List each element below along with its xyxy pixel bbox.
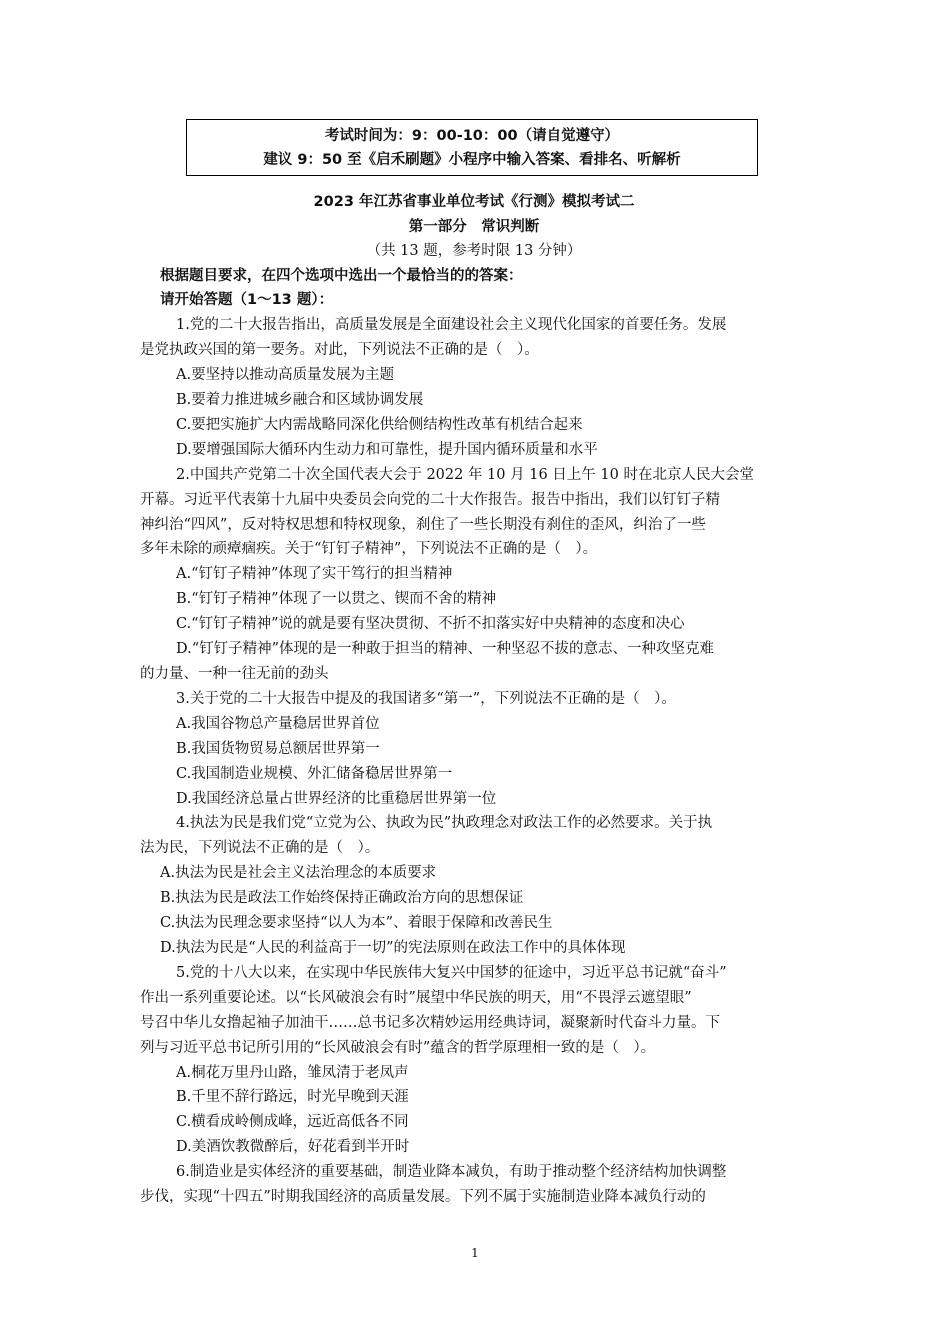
option-a: A.“钉钉子精神”体现了实干笃行的担当精神: [176, 566, 453, 583]
question-line: 是党执政兴国的第一要务。对此，下列说法不正确的是（ ）。: [140, 342, 539, 359]
option-c: C.“钉钉子精神”说的就是要有坚决贯彻、不折不扣落实好中央精神的态度和决心: [176, 616, 685, 633]
option-b: B.我国货物贸易总额居世界第一: [176, 740, 380, 757]
option-c: C.要把实施扩大内需战略同深化供给侧结构性改革有机结合起来: [176, 416, 583, 433]
exam-title: 2023 年江苏省事业单位考试《行测》模拟考试二: [313, 194, 635, 210]
option-d: D.要增强国际大循环内生动力和可靠性，提升国内循环质量和水平: [176, 441, 598, 458]
option-b: B.要着力推进城乡融合和区域协调发展: [176, 392, 424, 409]
question-line: 号召中华儿女撸起袖子加油干……总书记多次精妙运用经典诗词，凝聚新时代奋斗力量。下: [140, 1014, 720, 1031]
question-4: [140, 811, 808, 960]
option-c: C.执法为民理念要求坚持“以人为本”、着眼于保障和改善民生: [160, 915, 553, 932]
question-line: 6.制造业是实体经济的重要基础，制造业降本减负，有助于推动整个经济结构加快调整: [176, 1164, 727, 1181]
option-a: A.我国谷物总产量稳居世界首位: [176, 715, 380, 732]
question-6: [140, 1160, 808, 1210]
question-line: 多年未除的顽瘴痼疾。关于“钉钉子精神”，下列说法不正确的是（ ）。: [140, 541, 598, 558]
question-line: 3.关于党的二十大报告中提及的我国诸多“第一”，下列说法不正确的是（ ）。: [176, 690, 676, 707]
question-line: 5.党的十八大以来，在实现中华民族伟大复兴中国梦的征途中，习近平总书记就“奋斗”: [176, 964, 727, 981]
question-line: 作出一系列重要论述。以“长风破浪会有时”展望中华民族的明天，用“不畏浮云遮望眼”: [140, 989, 692, 1006]
page-content: [140, 190, 808, 1210]
question-3: [140, 687, 808, 812]
option-a: A.桐花万里丹山路，雏凤清于老凤声: [176, 1064, 409, 1081]
question-line: 神纠治“四风”，反对特权思想和特权现象，刹住了一些长期没有刹住的歪风，纠治了一些: [140, 516, 706, 533]
option-b: B.千里不辞行路远，时光早晚到天涯: [176, 1089, 409, 1106]
option-d: D.“钉钉子精神”体现的是一种敢于担当的精神、一种坚忍不拔的意志、一种攻坚克难: [176, 641, 715, 658]
section-note: （共 13 题，参考时限 13 分钟）: [366, 243, 582, 259]
question-line: 列与习近平总书记所引用的“长风破浪会有时”蕴含的哲学原理相一致的是（ ）。: [140, 1039, 656, 1056]
question-5: [140, 961, 808, 1160]
exam-time-notice-box: [186, 119, 758, 176]
start-prompt: 请开始答题（1～13 题）：: [160, 292, 334, 309]
instruction: 根据题目要求，在四个选项中选出一个最恰当的的答案：: [160, 267, 523, 284]
option-b: B.“钉钉子精神”体现了一以贯之、锲而不舍的精神: [176, 591, 497, 608]
question-line: 步伐，实现“十四五”时期我国经济的高质量发展。下列不属于实施制造业降本减负行动的: [140, 1189, 706, 1206]
question-line: 4.执法为民是我们党“立党为公、执政为民”执政理念对政法工作的必然要求。关于执: [176, 815, 713, 832]
option-d: D.我国经济总量占世界经济的比重稳居世界第一位: [176, 790, 497, 807]
question-2: [140, 463, 808, 687]
option-b: B.执法为民是政法工作始终保持正确政治方向的思想保证: [160, 890, 524, 907]
option-d: D.美酒饮教微醉后，好花看到半开时: [176, 1139, 410, 1156]
option-a: A.要坚持以推动高质量发展为主题: [176, 367, 395, 384]
question-1: [140, 313, 808, 462]
option-c: C.横看成岭侧成峰，远近高低各不同: [176, 1114, 409, 1131]
option-a: A.执法为民是社会主义法治理念的本质要求: [160, 865, 437, 882]
notice-line-1: 考试时间为：9：00-10：00（请自觉遵守）: [324, 128, 620, 144]
question-line: 1.党的二十大报告指出，高质量发展是全面建设社会主义现代化国家的首要任务。发展: [176, 317, 727, 334]
option-c: C.我国制造业规模、外汇储备稳居世界第一: [176, 765, 453, 782]
option-d-continued: 的力量、一种一往无前的劲头: [140, 666, 329, 682]
section-title: 第一部分 常识判断: [408, 218, 540, 235]
notice-line-2: 建议 9：50 至《启禾刷题》小程序中输入答案、看排名、听解析: [263, 152, 681, 168]
page-number: 1: [471, 1246, 479, 1260]
question-line: 2.中国共产党第二十次全国代表大会于 2022 年 10 月 16 日上午 10 时在北京人民大会堂: [176, 466, 754, 483]
question-line: 法为民，下列说法不正确的是（ ）。: [140, 840, 380, 857]
question-line: 开幕。习近平代表第十九届中央委员会向党的二十大作报告。报告中指出，我们以钉钉子精: [140, 491, 720, 508]
option-d: D.执法为民是“人民的利益高于一切”的宪法原则在政法工作中的具体体现: [160, 939, 626, 956]
